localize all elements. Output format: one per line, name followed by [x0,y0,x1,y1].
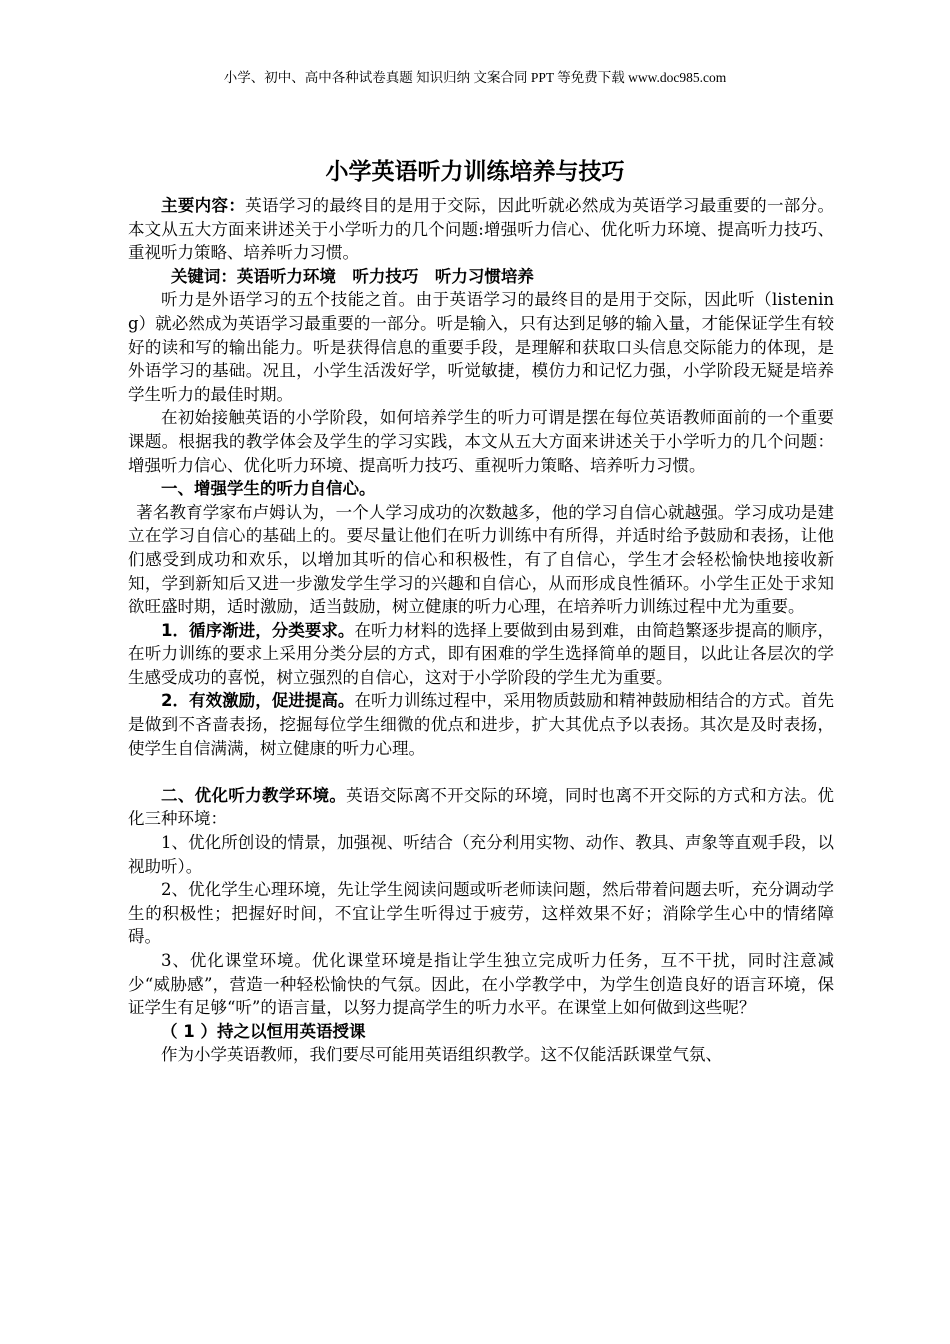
blank-line [128,760,834,784]
paragraph-2: 在初始接触英语的小学阶段，如何培养学生的听力可谓是摆在每位英语教师面前的一个重要课题。根据我的教学体会及学生的学习实践，本文从五大方面来讲述关于小学听力的几个问题：增强听力信心、优化听力环境、提高听力技巧、重视听力策略、培养听力习惯。 [128,408,834,475]
section-2-item-2: 2、优化学生心理环境，先让学生阅读问题或听老师读问题，然后带着问题去听，充分调动学生的积极性；把握好时间，不宜让学生听得过于疲劳，这样效果不好；消除学生心中的情绪障碍。 [128,880,834,947]
section-1-text: 著名教育学家布卢姆认为，一个人学习成功的次数越多，他的学习自信心就越强。学习成功是建立在学习自信心的基础上的。要尽量让他们在听力训练中有所得，并适时给予鼓励和表扬，让他们感受到成功和欢乐，以增加其听的信心和积极性，有了自信心，学生才会轻松愉快地接收新知，学到新知后又进一步激发学生学习的兴趣和自信心，从而形成良性循环。小学生正处于求知欲旺盛时期，适时激励，适当鼓励，树立健康的听力心理，在培养听力训练过程中尤为重要。 [128,502,834,617]
subsection-1-text: 作为小学英语教师，我们要尽可能用英语组织教学。这不仅能活跃课堂气氛、 [161,1045,722,1065]
document-title: 小学英语听力训练培养与技巧 [325,159,625,185]
item-1 [128,619,834,690]
keywords-text: 关键词：英语听力环境 听力技巧 听力习惯培养 [170,266,534,286]
item-2-label: 2．有效激励，促进提高。 [161,691,355,711]
section-1-heading: 一、增强学生的听力自信心。 [161,479,376,499]
abstract-paragraph [128,194,834,265]
item-2-text: 在听力训练过程中，采用物质鼓励和精神鼓励相结合的方式。首先是做到不吝啬表扬，挖掘每位学生细微的优点和进步，扩大其优点予以表扬。其次是及时表扬，使学生自信满满，树立健康的听力心理。 [128,691,834,758]
section-2 [128,784,834,831]
section-2-item-3: 3、优化课堂环境。优化课堂环境是指让学生独立完成听力任务，互不干扰，同时注意减少“威胁感”，营造一种轻松愉快的气氛。因此，在小学教学中，为学生创造良好的语言环境，保证学生有足够“听”的语言量，以努力提高学生的听力水平。在课堂上如何做到这些呢？ [128,951,834,1018]
item-1-text: 在听力材料的选择上要做到由易到难，由简趋繁逐步提高的顺序，在听力训练的要求上采用分类分层的方式，即有困难的学生选择简单的题目，以此让各层次的学生感受成功的喜悦，树立强烈的自信心，这对于小学阶段的学生尤为重要。 [128,620,834,687]
section-2-heading: 二、优化听力教学环境。 [161,785,347,805]
abstract-text: 英语学习的最终目的是用于交际，因此听就必然成为英语学习最重要的一部分。本文从五大方面来讲述关于小学听力的几个问题:增强听力信心、优化听力环境、提高听力技巧、重视听力策略、培养听力习惯。 [128,196,835,263]
section-2-text: 英语交际离不开交际的环境，同时也离不开交际的方式和方法。优化三种环境： [128,785,835,829]
page-header: 小学、初中、高中各种试卷真题 知识归纳 文案合同 PPT 等免费下载 www.doc985.com [223,70,727,85]
document-body [128,194,834,1067]
paragraph-1: 听力是外语学习的五个技能之首。由于英语学习的最终目的是用于交际，因此听（listening）就必然成为英语学习最重要的一部分。听是输入，只有达到足够的输入量，才能保证学生有较好的读和写的输出能力。听是获得信息的重要手段，是理解和获取口头信息交际能力的体现，是外语学习的基础。况且，小学生活泼好学，听觉敏捷，模仿力和记忆力强，小学阶段无疑是培养学生听力的最佳时期。 [128,290,834,404]
subsection-1-heading: （ 1 ）持之以恒用英语授课 [161,1021,366,1041]
keywords-line [128,265,834,289]
item-2 [128,689,834,760]
item-1-label: 1．循序渐进，分类要求。 [161,620,355,640]
abstract-label: 主要内容： [161,196,246,215]
section-2-item-1: 1、优化所创设的情景，加强视、听结合（充分利用实物、动作、教具、声象等直观手段，以视助听）。 [128,833,834,876]
